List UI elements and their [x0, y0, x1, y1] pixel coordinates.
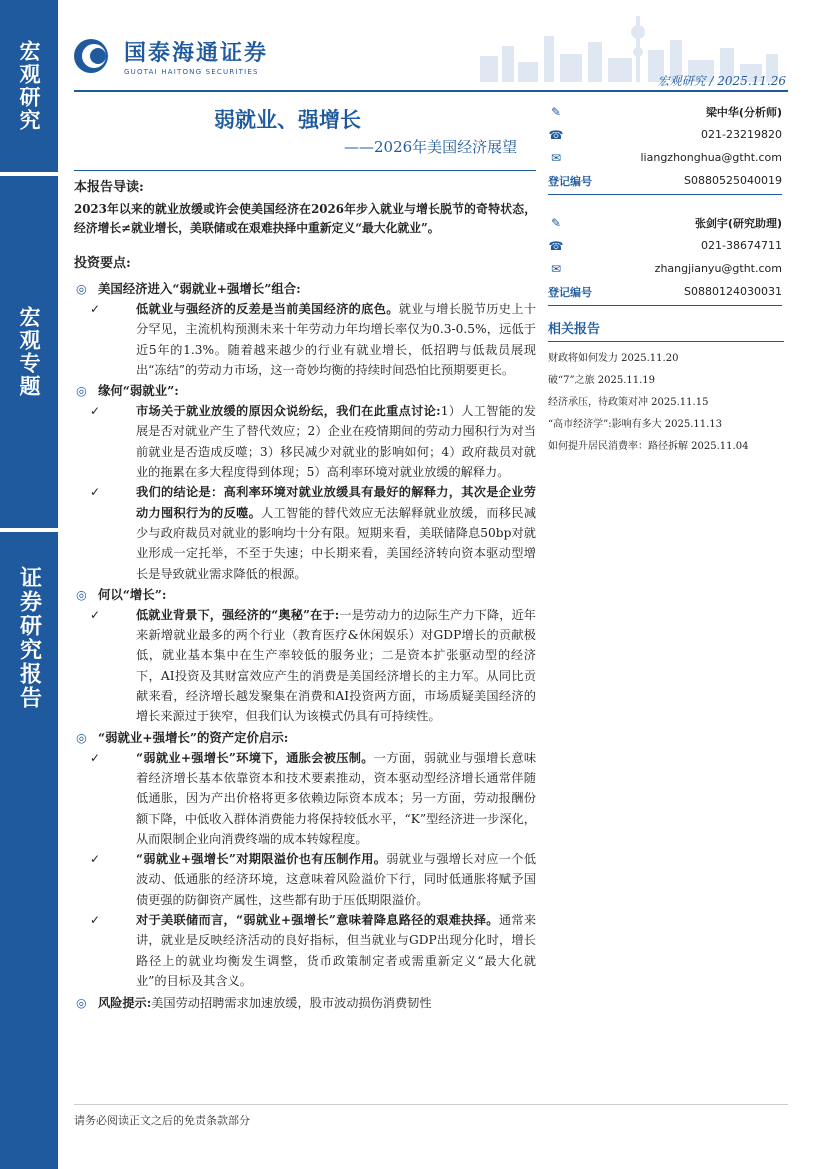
- sidebar-section-macro-research: 宏观研究: [0, 0, 58, 172]
- city-skyline-icon: [470, 6, 790, 82]
- key-point-detail: ✓ 我们的结论是：高利率环境对就业放缓具有最好的解释力，其次是企业劳动力囤积行为的反噬。人工智能的替代效应无法解释就业放缓，而移民减少与政府裁员对就业的影响均十分有限。短期来看，美联储降息50bp对就业形成一定托举，不至于失速；中长期来看，美国经济转向资本驱动型增长是导致就业需求降低的根源。: [74, 482, 536, 583]
- investment-heading: 投资要点:: [74, 256, 131, 271]
- related-reports-title: 相关报告: [548, 318, 784, 342]
- bullet-icon: ◎: [76, 996, 87, 1011]
- related-report-item[interactable]: 如何提升居民消费率：路径拆解 2025.11.04: [548, 441, 749, 452]
- phone-icon: ☎: [548, 238, 564, 253]
- analyst-panel: [548, 100, 782, 322]
- key-point-detail: ✓ 对于美联储而言，“弱就业+强增长”意味着降息路径的艰难抉择。通常来讲，就业是反映经济活动的良好指标，但当就业与GDP出现分化时，增长路径上的就业均衡发生调整，货币政策制定者或需重新定义“最大化就业”的目标及其含义。: [74, 910, 536, 991]
- key-point-heading: ◎ 缘何“弱就业”:: [74, 380, 536, 401]
- email-icon: ✉: [550, 150, 562, 165]
- check-icon: ✓: [90, 913, 101, 928]
- title-divider: [74, 170, 536, 171]
- bullet-icon: ◎: [76, 281, 87, 296]
- analyst-divider: [548, 305, 782, 306]
- email-icon: ✉: [550, 261, 562, 276]
- key-point-detail: ✓ 市场关于就业放缓的原因众说纷纭，我们在此重点讨论:1）人工智能的发展是否对就业产生了替代效应；2）企业在疫情期间的劳动力囤积行为对当前就业是否造成反噬；3）移民减少对就业的影响如何；4）政府裁员对就业的拖累在多大程度得到体现；5）高利率环境对就业放缓的解释力。: [74, 401, 536, 482]
- check-icon: ✓: [90, 750, 101, 765]
- analyst-email[interactable]: liangzhonghua@gtht.com: [640, 151, 782, 164]
- bullet-icon: ◎: [76, 383, 87, 399]
- disclaimer-footer: 请务必阅读正文之后的免责条款部分: [74, 1114, 250, 1127]
- analyst-registration: S0880124030031: [684, 285, 782, 298]
- analyst-divider: [548, 194, 782, 195]
- bullet-icon: ◎: [76, 586, 87, 602]
- pen-icon: ✎: [550, 104, 562, 119]
- check-icon: ✓: [90, 607, 101, 622]
- pen-icon: ✎: [550, 215, 562, 230]
- key-point-heading: ◎ “弱就业+强增长”的资产定价启示:: [74, 727, 536, 748]
- analyst-email[interactable]: zhangjianyu@gtht.com: [654, 262, 782, 275]
- logo-name-cn: 国泰海通证券: [124, 41, 269, 66]
- related-report-item[interactable]: 财政将如何发力 2025.11.20: [548, 353, 679, 364]
- risk-warning: ◎ 风险提示:美国劳动招聘需求加速放缓，股市波动损伤消费韧性: [74, 993, 536, 1013]
- report-subtitle: ——2026年美国经济展望: [344, 138, 518, 156]
- analyst-name: 梁中华(分析师): [705, 105, 782, 119]
- check-icon: ✓: [90, 852, 101, 867]
- analyst-name: 张剑宇(研究助理): [694, 216, 782, 230]
- company-logo: [74, 36, 268, 76]
- logo-mark-icon: [74, 39, 118, 73]
- related-report-item[interactable]: “高市经济学”:影响有多大 2025.11.13: [548, 419, 723, 430]
- footer-divider: [74, 1104, 788, 1105]
- analyst-registration: S0880525040019: [684, 174, 782, 187]
- registration-label: 登记编号: [548, 285, 592, 299]
- analyst-card: [548, 100, 782, 195]
- phone-icon: ☎: [548, 127, 564, 142]
- key-point-detail: ✓ “弱就业+强增长”环境下，通胀会被压制。一方面，弱就业与强增长意味着经济增长基本依靠资本和技术要素推动，资本驱动型经济增长通常伴随低通胀，因为产出价格将更多依赖边际资本成本；另一方面，劳动报酬份额下降，中低收入群体消费能力将保持较低水平，“K”型经济进一步深化，从而限制企业向消费终端的成本转嫁程度。: [74, 748, 536, 849]
- analyst-phone: 021-38674711: [701, 239, 782, 252]
- key-point-detail: ✓ 低就业与强经济的反差是当前美国经济的底色。就业与增长脱节历史上十分罕见，主流机构预测未来十年劳动力年均增长率仅为0.3-0.5%，远低于近5年的1.3%。随着越来越少的行业有就业增长，低招聘与低裁员展现出“冻结”的劳动力市场，这一奇妙均衡的持续时间恐怕比预期要更长。: [74, 299, 536, 380]
- analyst-phone: 021-23219820: [701, 128, 782, 141]
- key-point-heading: ◎ 何以“增长”:: [74, 584, 536, 605]
- intro-heading: 本报告导读:: [74, 180, 144, 195]
- report-meta: 宏观研究 / 2025.11.26: [657, 74, 786, 88]
- report-title: 弱就业、强增长: [214, 107, 361, 132]
- header-divider: [74, 90, 788, 92]
- sidebar-section-macro-topic: 宏观专题: [0, 176, 58, 528]
- sidebar-section-securities-report: 证券研究报告: [0, 532, 58, 1169]
- key-point-detail: ✓ 低就业背景下，强经济的“奥秘”在于:一是劳动力的边际生产力下降，近年来新增就业最多的两个行业（教育医疗&休闲娱乐）对GDP增长的贡献极低，就业基本集中在生产率较低的服务业；二是资本扩张驱动型的经济下，AI投资及其财富效应产生的消费是美国经济增长的主力军。从同比贡献来看，经济增长越发聚集在消费和AI投资两方面，市场质疑美国经济的增长来源过于狭窄，但我们认为该模式仍具有可持续性。: [74, 605, 536, 727]
- analyst-card: [548, 211, 782, 306]
- bullet-icon: ◎: [76, 729, 87, 745]
- report-body: [74, 178, 536, 1013]
- registration-label: 登记编号: [548, 174, 592, 188]
- key-point-detail: ✓ “弱就业+强增长”对期限溢价也有压制作用。弱就业与强增长对应一个低波动、低通胀的经济环境，这意味着风险溢价下行，同时低通胀将赋予国债更强的防御资产属性，这些都有助于压低期限溢价。: [74, 849, 536, 910]
- related-report-item[interactable]: 破“7”之旅 2025.11.19: [548, 375, 656, 386]
- intro-text: 2023年以来的就业放缓或许会使美国经济在2026年步入就业与增长脱节的奇特状态，经济增长≠就业增长，美联储或在艰难抉择中重新定义“最大化就业”。: [74, 202, 536, 235]
- check-icon: ✓: [90, 485, 101, 500]
- check-icon: ✓: [90, 404, 101, 419]
- logo-name-en: GUOTAI HAITONG SECURITIES: [124, 68, 259, 76]
- key-point-heading: ◎ 美国经济进入“弱就业+强增长”组合:: [74, 278, 536, 299]
- check-icon: ✓: [90, 302, 101, 316]
- related-reports: [548, 318, 784, 458]
- related-report-item[interactable]: 经济承压，待政策对冲 2025.11.15: [548, 397, 709, 408]
